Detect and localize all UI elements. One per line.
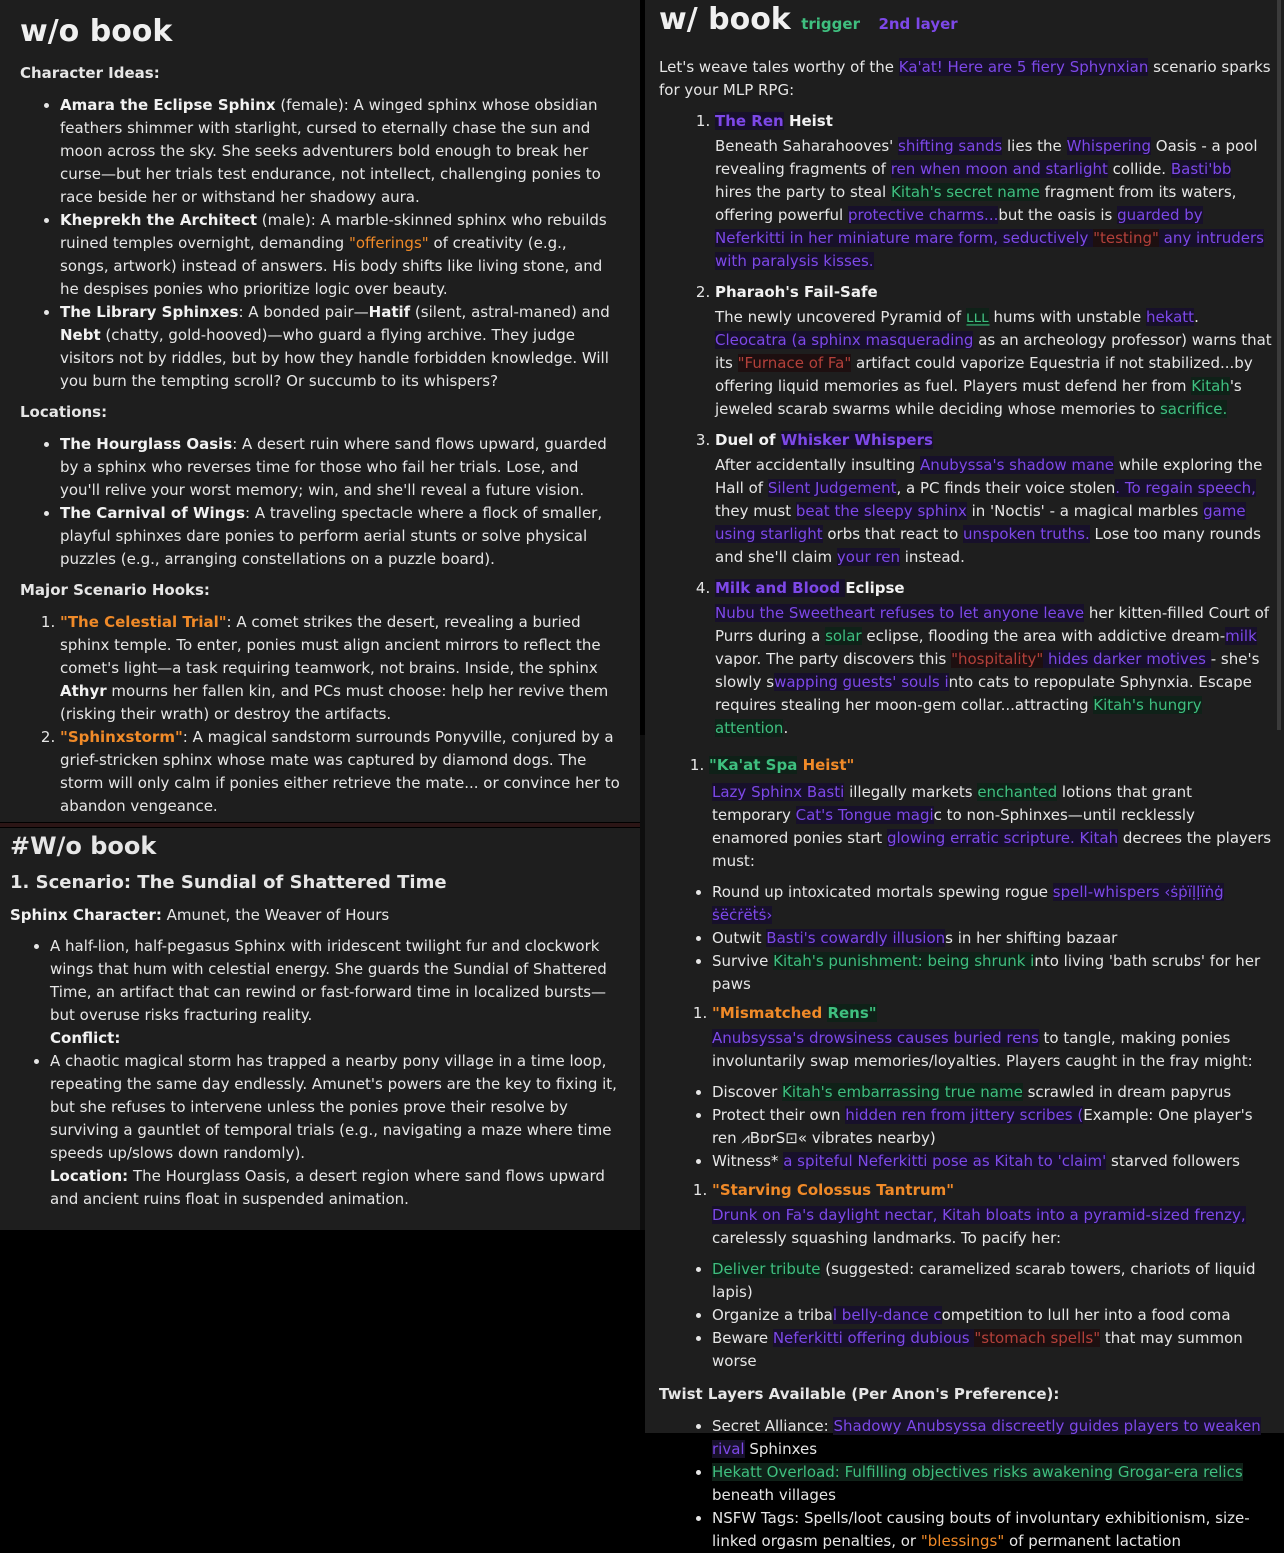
list-item: • Deliver tribute (suggested: caramelized scarab towers, chariots of liquid lapis) <box>712 1258 1272 1304</box>
trigger-tag: trigger <box>801 15 860 33</box>
panel-with-book <box>645 0 1284 1550</box>
list-item: • Hekatt Overload: Fulfilling objectives risks awakening Grogar-era relics beneath villages <box>712 1461 1272 1507</box>
conflict-label: Conflict: <box>50 1029 121 1047</box>
list-item: • Organize a tribal belly-dance competition to lull her into a food coma <box>712 1304 1272 1327</box>
scenario-list-4 <box>659 1179 1272 1202</box>
character-list <box>20 94 620 393</box>
panel-title: w/ book <box>659 2 791 37</box>
scenario-list-2 <box>659 754 1272 777</box>
list-item: 2. "Sphinxstorm": A magical sandstorm surrounds Ponyville, conjured by a grief-stricken sphinx whose mate was captured by diamond dogs. The storm will only calm if ponies either retrieve the mate... or convince her to abandon vengeance. <box>60 726 620 818</box>
list-item: • NSFW Tags: Spells/loot causing bouts of involuntary exhibitionism, size-linked orgasm penalties, or "blessings" of permanent lactation <box>712 1507 1272 1553</box>
list-item: • Protect their own hidden ren from jittery scribes (Example: One player's ren ⩘ВɒrS⊡« vibrates nearby) <box>712 1104 1272 1150</box>
panel-without-book <box>0 0 640 822</box>
list-item: 1. "Ka'at Spa Heist" <box>709 754 1272 777</box>
hooks-heading: Major Scenario Hooks: <box>20 581 210 599</box>
panel-title: w/o book <box>20 14 173 49</box>
list-item: 2. Pharaoh's Fail-Safe The newly uncovered Pyramid of ʟ̲̲ʟ̲̲ʟ̲̲ hums with unstable hekatt. Cleocatra (a sphinx masquerading as an archeology professor) warns that its "Furnace of Fa" artifact could vaporize Equestria if not stabilized...by offering liquid memories as fuel. Players must defend her from Kitah's jeweled scarab swarms while deciding whose memories to sacrifice. <box>715 281 1272 421</box>
list-item: • Survive Kitah's punishment: being shrunk into living 'bath scrubs' for her paws <box>712 950 1272 996</box>
locations-list <box>20 433 620 571</box>
panel-title-row <box>659 0 1272 44</box>
scenario-6-desc: Anubsyssa's drowsiness causes buried rens to tangle, making ponies involuntarily swap memories/loyalties. Players caught in the fray might: <box>712 1029 1253 1070</box>
location-label: Location: <box>50 1167 129 1185</box>
list-item: 1. "Mismatched Rens" <box>712 1002 1272 1025</box>
list-item: 1. The Ren Heist Beneath Saharahooves' shifting sands lies the Whispering Oasis - a pool revealing fragments of ren when moon and starlight collide. Basti'bb hires the party to steal Kitah's secret name fragment from its waters, offering powerful protective charms...but the oasis is guarded by Neferkitti in her miniature mare form, seductively "testing" any intruders with paralysis kisses. <box>715 110 1272 273</box>
list-item: • Kheprekh the Architect (male): A marble-skinned sphinx who rebuilds ruined temples overnight, demanding "offerings" of creativity (e.g., songs, artwork) instead of answers. His body shifts like living stone, and he despises ponies who prioritize logic over beauty. <box>60 209 620 301</box>
scenario-5-bullets <box>659 881 1272 996</box>
list-item: • A chaotic magical storm has trapped a nearby pony village in a time loop, repeating the same day endlessly. Amunet's powers are the key to fixing it, but she refuses to intervene unless the ponies prove their resolve by surviving a gauntlet of temporal trials (e.g., navigating a maze where time speeds up/slows down randomly). Location: The Hourglass Oasis, a desert region where sand flows upward and ancient ruins float in suspended animation. <box>50 1050 630 1211</box>
scrollbar[interactable] <box>1277 0 1281 730</box>
list-item: 3. Duel of Whisker Whispers After accidentally insulting Anubyssa's shadow mane while exploring the Hall of Silent Judgement, a PC finds their voice stolen. To regain speech, they must beat the sleepy sphinx in 'Noctis' - a magical marbles game using starlight orbs that react to unspoken truths. Lose too many rounds and she'll claim your ren instead. <box>715 429 1272 569</box>
scenario-7-bullets <box>659 1258 1272 1373</box>
list-item: • Outwit Basti's cowardly illusions in her shifting bazaar <box>712 927 1272 950</box>
layer-tag: 2nd layer <box>878 15 958 33</box>
list-item: 1. "Starving Colossus Tantrum" <box>712 1179 1272 1202</box>
scenario-5-desc: Lazy Sphinx Basti illegally markets enchanted lotions that grant temporary Cat's Tongue magic to non-Sphinxes—until recklessly enamored ponies start glowing erratic scripture. Kitah decrees the players must: <box>712 783 1272 870</box>
intro-paragraph: Let's weave tales worthy of the Ka'at! Here are 5 fiery Sphynxian scenario sparks for your MLP RPG: <box>659 58 1271 99</box>
list-item: • The Library Sphinxes: A bonded pair—Hatif (silent, astral-maned) and Nebt (chatty, gold-hooved)—who guard a flying archive. They judge visitors not by riddles, but by how they handle forbidden knowledge. Will you burn the tempting scroll? Or succumb to its whispers? <box>60 301 620 393</box>
sphinx-character-line: Sphinx Character: Amunet, the Weaver of Hours <box>10 906 390 924</box>
scenario-7-desc: Drunk on Fa's daylight nectar, Kitah bloats into a pyramid-sized frenzy, carelessly squashing landmarks. To pacify her: <box>712 1206 1246 1247</box>
scenario-title: 1. Scenario: The Sundial of Shattered Time <box>10 872 447 893</box>
list-item: 1. "The Celestial Trial": A comet strikes the desert, revealing a buried sphinx temple. To enter, ponies must align ancient mirrors to reflect the comet's light—a task requiring teamwork, not brains. Inside, the sphinx Athyr mourns her fallen kin, and PCs must choose: help her revive them (risking their wrath) or destroy the artifacts. <box>60 611 620 726</box>
list-item: • A half-lion, half-pegasus Sphinx with iridescent twilight fur and clockwork wings that hum with celestial energy. She guards the Sundial of Shattered Time, an artifact that can rewind or fast-forward time in localized bursts—but overuse risks fracturing reality. Conflict: <box>50 935 630 1050</box>
character-ideas-heading: Character Ideas: <box>20 64 160 82</box>
scenario-list-3 <box>659 1002 1272 1025</box>
list-item: • Amara the Eclipse Sphinx (female): A winged sphinx whose obsidian feathers shimmer with starlight, cursed to eternally chase the sun and moon across the sky. She seeks adventurers bold enough to break her curse—but her trials test endurance, not intellect, challenging ponies to race beside her or withstand her shadowy aura. <box>60 94 620 209</box>
list-item: • Secret Alliance: Shadowy Anubsyssa discreetly guides players to weaken rival Sphinxes <box>712 1415 1272 1461</box>
list-item: • The Carnival of Wings: A traveling spectacle where a flock of smaller, playful sphinxes dare ponies to perform aerial stunts or solve physical puzzles (e.g., arranging constellations on a puzzle board). <box>60 502 620 571</box>
scenario-list-1 <box>659 110 1272 740</box>
list-item: • Discover Kitah's embarrassing true name scrawled in dream papyrus <box>712 1081 1272 1104</box>
list-item: • Witness* a spiteful Neferkitti pose as Kitah to 'claim' starved followers <box>712 1150 1272 1173</box>
list-item: • Beware Neferkitti offering dubious "stomach spells" that may summon worse <box>712 1327 1272 1373</box>
twist-heading: Twist Layers Available (Per Anon's Preference): <box>659 1385 1060 1403</box>
scenario-list <box>10 935 630 1211</box>
list-item: • Round up intoxicated mortals spewing rogue spell-whispers ‹ṡṗïḷḷïṅġ ṡëċṙëṫṡ› <box>712 881 1272 927</box>
hooks-list <box>20 611 620 818</box>
list-item: • The Hourglass Oasis: A desert ruin where sand flows upward, guarded by a sphinx who reverses time for those who fail her trials. Lose, and you'll relive your worst memory; win, and she'll reveal a future vision. <box>60 433 620 502</box>
scenario-6-bullets <box>659 1081 1272 1173</box>
panel-title: #W/o book <box>10 832 157 860</box>
horizontal-divider <box>0 823 640 827</box>
twist-list <box>659 1415 1272 1553</box>
locations-heading: Locations: <box>20 403 108 421</box>
panel-without-book-2 <box>0 828 640 1230</box>
list-item: 4. Milk and Blood Eclipse Nubu the Sweetheart refuses to let anyone leave her kitten-filled Court of Purrs during a solar eclipse, flooding the area with addictive dream-milk vapor. The party discovers this "hospitality" hides darker motives - she's slowly swapping guests' souls into cats to repopulate Sphynxia. Escape requires stealing her moon-gem collar...attracting Kitah's hungry attention. <box>715 577 1272 740</box>
